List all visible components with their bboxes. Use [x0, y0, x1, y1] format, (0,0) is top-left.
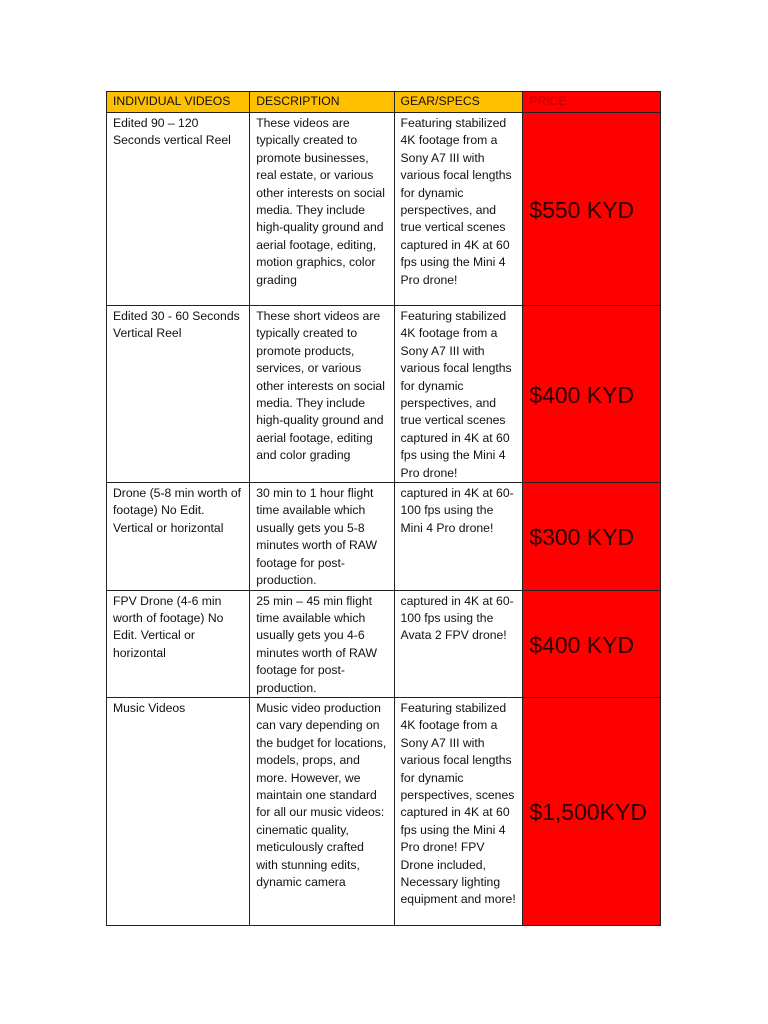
- table-row: [107, 697, 661, 925]
- table-row: [107, 483, 661, 590]
- description-cell: These short videos are typically created to promote products, services, or various other interests on social media. They include high-quality ground and aerial footage, editing and color grading: [250, 306, 394, 483]
- video-type-cell: FPV Drone (4-6 min worth of footage) No Edit. Vertical or horizontal: [107, 590, 250, 697]
- gear-specs-cell: Featuring stabilized 4K footage from a Sony A7 III with various focal lengths for dynamic perspectives, scenes captured in 4K at 60 fps using the Mini 4 Pro drone! FPV Drone included, Necessary lighting equipment and more!: [394, 697, 523, 925]
- video-type-cell: Edited 30 - 60 Seconds Vertical Reel: [107, 306, 250, 483]
- gear-specs-cell: Featuring stabilized 4K footage from a Sony A7 III with various focal lengths for dynamic perspectives, and true vertical scenes captured in 4K at 60 fps using the Mini 4 Pro drone!: [394, 306, 523, 483]
- description-cell: 25 min – 45 min flight time available which usually gets you 4-6 minutes worth of RAW footage for post-production.: [250, 590, 394, 697]
- pricing-table: [106, 91, 661, 926]
- table-row: [107, 306, 661, 483]
- price-cell: $1,500KYD: [523, 697, 661, 925]
- description-cell: Music video production can vary depending on the budget for locations, models, props, and more. However, we maintain one standard for all our music videos: cinematic quality, meticulously crafted with stunning edits, dynamic camera: [250, 697, 394, 925]
- gear-specs-cell: captured in 4K at 60-100 fps using the Avata 2 FPV drone!: [394, 590, 523, 697]
- gear-specs-cell: Featuring stabilized 4K footage from a Sony A7 III with various focal lengths for dynamic perspectives, and true vertical scenes captured in 4K at 60 fps using the Mini 4 Pro drone!: [394, 113, 523, 306]
- header-description: DESCRIPTION: [250, 92, 394, 113]
- header-price: PRICE: [523, 92, 661, 113]
- video-type-cell: Edited 90 – 120 Seconds vertical Reel: [107, 113, 250, 306]
- description-cell: 30 min to 1 hour flight time available which usually gets you 5-8 minutes worth of RAW footage for post-production.: [250, 483, 394, 590]
- price-cell: $300 KYD: [523, 483, 661, 590]
- price-cell: $550 KYD: [523, 113, 661, 306]
- table-row: [107, 590, 661, 697]
- header-gear-specs: GEAR/SPECS: [394, 92, 523, 113]
- description-cell: These videos are typically created to promote businesses, real estate, or various other interests on social media. They include high-quality ground and aerial footage, editing, motion graphics, color grading: [250, 113, 394, 306]
- table-header-row: [107, 92, 661, 113]
- video-type-cell: Drone (5-8 min worth of footage) No Edit. Vertical or horizontal: [107, 483, 250, 590]
- price-cell: $400 KYD: [523, 590, 661, 697]
- price-cell: $400 KYD: [523, 306, 661, 483]
- header-individual-videos: INDIVIDUAL VIDEOS: [107, 92, 250, 113]
- gear-specs-cell: captured in 4K at 60-100 fps using the Mini 4 Pro drone!: [394, 483, 523, 590]
- video-type-cell: Music Videos: [107, 697, 250, 925]
- table-row: [107, 113, 661, 306]
